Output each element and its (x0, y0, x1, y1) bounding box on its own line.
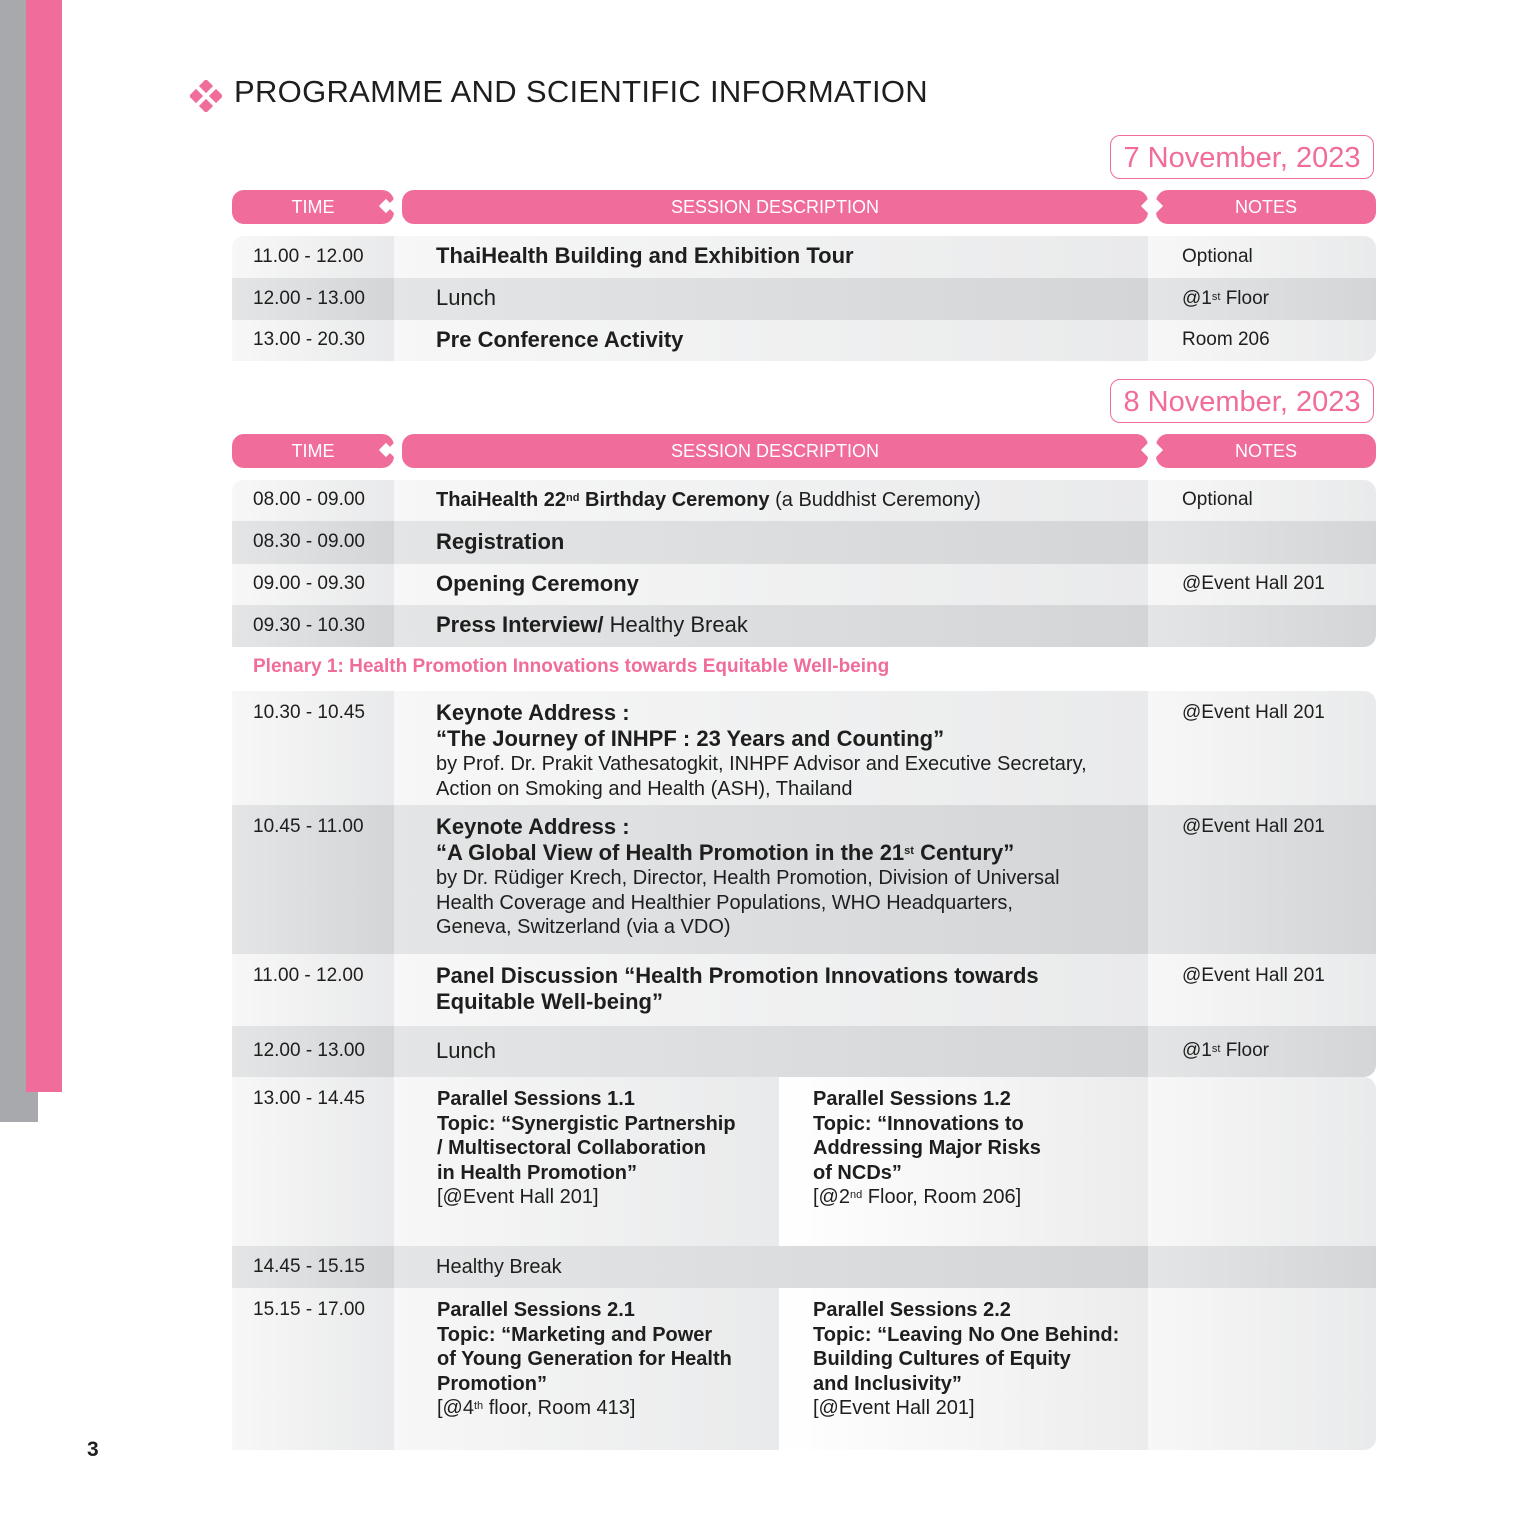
time-text: 09.00 - 09.30 (253, 573, 365, 595)
text-segment: Health Coverage and Healthier Populations, WHO Headquarters, (436, 891, 1013, 914)
text-line (1182, 815, 1376, 840)
text-segment: Building Cultures of Equity (813, 1348, 1071, 1370)
text-line (1182, 964, 1376, 989)
table-row (232, 605, 1376, 647)
table-row (232, 1246, 1376, 1288)
text-segment: ThaiHealth Building and Exhibition Tour (436, 243, 854, 269)
text-segment: @Event Hall 201 (1182, 816, 1325, 837)
text-line (813, 1112, 1148, 1137)
table-row (232, 236, 1376, 278)
text-line (437, 1161, 779, 1186)
time-text: 08.00 - 09.00 (253, 489, 365, 511)
text-segment: in Health Promotion” (437, 1161, 637, 1184)
time-text: 12.00 - 13.00 (253, 287, 365, 309)
text-line (1182, 328, 1376, 353)
time-text: 15.15 - 17.00 (253, 1299, 365, 1320)
text-line (436, 1255, 1148, 1280)
text-line (436, 328, 1148, 354)
table-row (232, 1026, 1376, 1077)
text-segment: Promotion” (437, 1372, 547, 1395)
text-segment: @Event Hall 201 (1182, 573, 1325, 595)
session-cell (394, 691, 1148, 805)
text-segment: floor, Room 413] (483, 1397, 636, 1419)
text-line (436, 572, 1148, 598)
text-segment: “A Global View of Health Promotion in the 21 (436, 839, 905, 865)
table-row (232, 1288, 1376, 1450)
parallel-session-cell (779, 1288, 1148, 1450)
text-segment: Parallel Sessions 1.2 (813, 1088, 1011, 1110)
session-cell (394, 236, 1148, 278)
text-segment: Lunch (436, 1037, 496, 1063)
time-text: 14.45 - 15.15 (253, 1255, 365, 1277)
time-cell (232, 805, 394, 954)
table-row (232, 320, 1376, 361)
text-segment: Action on Smoking and Health (ASH), Thailand (436, 777, 853, 800)
text-segment: by Prof. Dr. Prakit Vathesatogkit, INHPF Advisor and Executive Secretary, (436, 753, 1087, 775)
text-line (436, 815, 1148, 841)
text-line (437, 1347, 779, 1372)
text-line (436, 613, 1148, 639)
header-time: TIME (232, 190, 394, 224)
session-cell (394, 521, 1148, 564)
text-line (813, 1372, 1148, 1397)
time-text: 10.30 - 10.45 (253, 702, 365, 723)
time-cell (232, 605, 394, 647)
time-text: 13.00 - 20.30 (253, 329, 365, 351)
text-segment: [@Event Hall 201] (813, 1397, 975, 1419)
text-segment: Registration (436, 528, 565, 554)
text-line (1182, 701, 1376, 726)
table-row (232, 521, 1376, 564)
text-line (436, 1039, 1148, 1065)
text-segment: Addressing Major Risks (813, 1137, 1041, 1159)
table-row (232, 278, 1376, 320)
table-row (232, 954, 1376, 1026)
header-session: SESSION DESCRIPTION (402, 434, 1148, 468)
text-segment: of Young Generation for Health (437, 1348, 732, 1370)
notes-cell (1148, 1288, 1376, 1450)
time-text: 09.30 - 10.30 (253, 614, 365, 636)
plenary-heading: Plenary 1: Health Promotion Innovations towards Equitable Well-being (253, 656, 890, 677)
text-segment: @1 (1182, 1040, 1212, 1062)
table-row (232, 805, 1376, 954)
text-line (437, 1087, 779, 1112)
diamond-cluster-icon (190, 80, 222, 112)
text-segment: Keynote Address : (436, 700, 630, 725)
time-cell (232, 480, 394, 521)
text-line (437, 1185, 779, 1210)
time-text: 08.30 - 09.00 (253, 531, 365, 553)
time-cell (232, 1246, 394, 1288)
text-line (813, 1347, 1148, 1372)
parallel-session-cell (779, 1077, 1148, 1246)
text-segment: @Event Hall 201 (1182, 702, 1325, 723)
session-cell (394, 320, 1148, 361)
time-cell (232, 1026, 394, 1077)
time-cell (232, 954, 394, 1026)
text-segment: Topic: “Synergistic Partnership (437, 1112, 736, 1135)
text-segment: Healthy Break (436, 1255, 562, 1278)
text-line (437, 1323, 779, 1348)
text-segment: Parallel Sessions 1.1 (437, 1088, 635, 1110)
text-line (436, 244, 1148, 270)
text-segment: Equitable Well-being” (436, 988, 663, 1014)
date-badge: 8 November, 2023 (1110, 379, 1374, 423)
text-segment: Lunch (436, 285, 496, 311)
text-line (436, 530, 1148, 556)
header-notes: NOTES (1156, 434, 1376, 468)
text-segment: Pre Conference Activity (436, 326, 684, 352)
text-segment: th (473, 1400, 484, 1412)
text-segment: [@4 (437, 1397, 474, 1419)
text-segment: of NCDs” (813, 1161, 902, 1184)
time-cell (232, 564, 394, 605)
text-segment: Panel Discussion “Health Promotion Innovations towards (436, 963, 1039, 988)
text-line (436, 891, 1148, 916)
text-segment: Floor (1220, 287, 1269, 309)
notes-cell (1148, 564, 1376, 605)
text-line (437, 1112, 779, 1137)
header-time: TIME (232, 434, 394, 468)
parallel-session-cell (394, 1077, 779, 1246)
text-segment: @Event Hall 201 (1182, 965, 1325, 986)
page-number: 3 (87, 1438, 99, 1461)
text-segment: st (1211, 290, 1221, 303)
session-cell (394, 605, 1148, 647)
text-line (437, 1136, 779, 1161)
text-line (1182, 245, 1376, 270)
text-line (436, 990, 1148, 1016)
text-line (1182, 572, 1376, 597)
header-session: SESSION DESCRIPTION (402, 190, 1148, 224)
notes-cell (1148, 278, 1376, 320)
text-line (436, 915, 1148, 940)
text-line (813, 1185, 1148, 1210)
text-line (813, 1396, 1148, 1421)
text-segment: Opening Ceremony (436, 570, 639, 596)
time-cell (232, 1077, 394, 1246)
text-line (436, 866, 1148, 891)
text-line (1182, 488, 1376, 513)
session-cell (394, 1026, 1148, 1077)
text-segment: Topic: “Innovations to (813, 1112, 1024, 1135)
text-segment: Optional (1182, 245, 1253, 267)
text-segment: Birthday Ceremony (579, 489, 770, 512)
text-segment: Parallel Sessions 2.1 (437, 1299, 635, 1321)
notes-cell (1148, 605, 1376, 647)
parallel-session-cell (394, 1288, 779, 1450)
session-cell (394, 278, 1148, 320)
text-line (436, 777, 1148, 802)
text-segment: Floor (1220, 1040, 1269, 1062)
session-cell (394, 954, 1148, 1026)
notes-cell (1148, 480, 1376, 521)
text-line (813, 1323, 1148, 1348)
time-cell (232, 320, 394, 361)
date-badge: 7 November, 2023 (1110, 135, 1374, 179)
text-line (1182, 287, 1376, 312)
notes-cell (1148, 320, 1376, 361)
notes-cell (1148, 1077, 1376, 1246)
text-segment: and Inclusivity” (813, 1372, 962, 1395)
header-notes: NOTES (1156, 190, 1376, 224)
text-line (436, 727, 1148, 753)
time-cell (232, 236, 394, 278)
side-pink-bar (26, 0, 62, 1092)
session-cell (394, 480, 1148, 521)
table-header (232, 434, 1376, 468)
time-text: 11.00 - 12.00 (253, 965, 364, 986)
table-row (232, 480, 1376, 521)
notes-cell (1148, 954, 1376, 1026)
text-segment: nd (849, 1189, 863, 1201)
notes-cell (1148, 236, 1376, 278)
text-segment: Floor, Room 206] (862, 1186, 1022, 1208)
text-segment: st (1211, 1043, 1221, 1056)
text-segment: Healthy Break (603, 612, 748, 638)
time-cell (232, 1288, 394, 1450)
text-line (436, 752, 1148, 777)
text-segment: ThaiHealth 22 (436, 489, 567, 512)
session-cell (394, 564, 1148, 605)
session-cell (394, 1246, 1148, 1288)
text-segment: Press Interview/ (436, 612, 604, 638)
table-row (232, 564, 1376, 605)
time-text: 12.00 - 13.00 (253, 1040, 365, 1062)
notes-cell (1148, 1026, 1376, 1077)
text-segment: “The Journey of INHPF : 23 Years and Counting” (436, 725, 945, 751)
text-segment: [@2 (813, 1186, 850, 1208)
text-line (1182, 1039, 1376, 1064)
time-cell (232, 691, 394, 805)
text-segment: Keynote Address : (436, 814, 630, 839)
text-segment: nd (566, 492, 580, 505)
text-line (436, 701, 1148, 727)
text-segment: / Multisectoral Collaboration (437, 1137, 706, 1159)
time-text: 13.00 - 14.45 (253, 1088, 365, 1109)
time-text: 11.00 - 12.00 (253, 245, 364, 267)
text-line (813, 1136, 1148, 1161)
text-line (437, 1372, 779, 1397)
text-segment: Geneva, Switzerland (via a VDO) (436, 916, 731, 938)
text-line (436, 964, 1148, 990)
text-segment: Topic: “Leaving No One Behind: (813, 1323, 1120, 1346)
text-line (436, 841, 1148, 867)
table-header (232, 190, 1376, 224)
text-line (437, 1396, 779, 1421)
text-segment: Room 206 (1182, 329, 1270, 351)
text-segment: Optional (1182, 489, 1253, 511)
text-line (436, 488, 1148, 513)
table-row (232, 1077, 1376, 1246)
time-cell (232, 278, 394, 320)
text-segment: Topic: “Marketing and Power (437, 1323, 713, 1346)
notes-cell (1148, 1246, 1376, 1288)
text-segment: @1 (1182, 287, 1212, 309)
text-line (437, 1298, 779, 1323)
text-line (436, 286, 1148, 312)
text-segment: Century” (913, 839, 1015, 865)
text-segment: by Dr. Rüdiger Krech, Director, Health Promotion, Division of Universal (436, 867, 1060, 889)
text-segment: st (904, 844, 914, 857)
text-line (813, 1298, 1148, 1323)
text-segment: (a Buddhist Ceremony) (769, 489, 981, 512)
text-segment: Parallel Sessions 2.2 (813, 1299, 1011, 1321)
text-segment: [@Event Hall 201] (437, 1186, 599, 1208)
text-line (813, 1161, 1148, 1186)
notes-cell (1148, 521, 1376, 564)
notes-cell (1148, 691, 1376, 805)
session-cell (394, 805, 1148, 954)
page-title: PROGRAMME AND SCIENTIFIC INFORMATION (234, 74, 928, 109)
text-line (813, 1087, 1148, 1112)
time-cell (232, 521, 394, 564)
table-row (232, 691, 1376, 805)
time-text: 10.45 - 11.00 (253, 816, 364, 837)
notes-cell (1148, 805, 1376, 954)
